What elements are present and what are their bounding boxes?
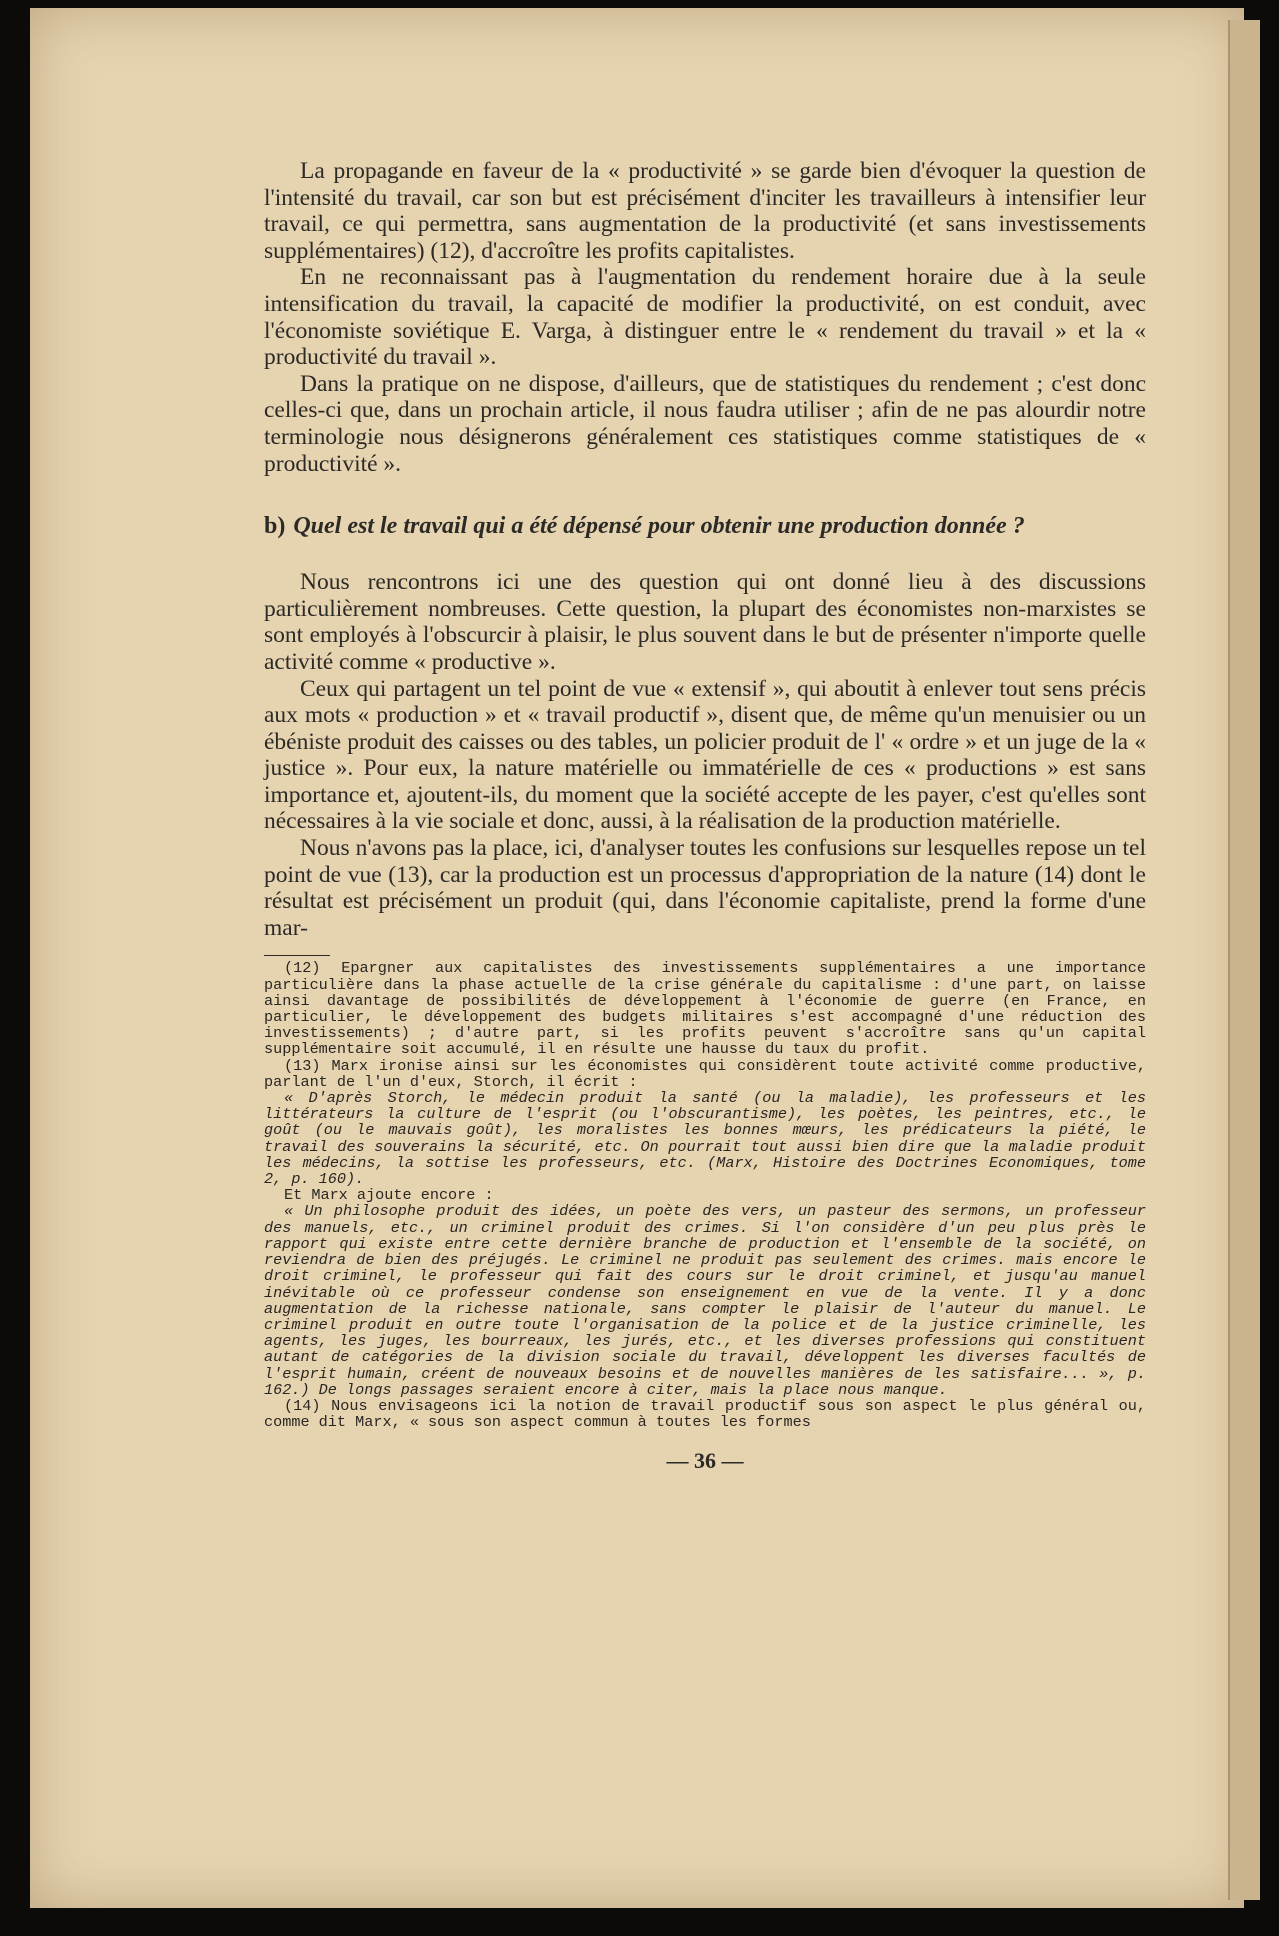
footnote-13: (13) Marx ironise ainsi sur les économistes qui considèrent toute activité comme productive, parlant de l'un d'eux, Storch, il écrit : (264, 1056, 1146, 1091)
page-edge (1228, 20, 1260, 1900)
section-title: Quel est le travail qui a été dépensé pour obtenir une production donnée ? (293, 513, 1025, 540)
footnote-13-continuation: Et Marx ajoute encore : (284, 1186, 494, 1205)
footnote-13-quote-2: « Un philosophe produit des idées, un poète des vers, un pasteur des sermons, un professeur des manuels, etc., un criminel produit des crimes. Si l'on considère d'un peu plus près le rapport qui existe entre cette dernière branche de production et l'ensemble de la société, on reviendra de bien des préjugés. Le criminel ne produit pas seulement des crimes. mais encore le droit criminel, le professeur qui fait des cours sur le droit criminel, et jusqu'au manuel inévitable où ce professeur condense son enseignement en vue de la vente. Il y a donc augmentation de la richesse nationale, sans compter le plaisir de l'auteur du manuel. Le criminel produit en outre toute l'organisation de la police et de la justice criminelle, les agents, les juges, les bourreaux, les jurés, etc., et les diverses professions qui constituent autant de catégories de la division sociale du travail, développent les diverses facultés de l'esprit humain, créent de nouveaux besoins et de nouvelles manières de les satisfaire... », p. 162.) De longs passages seraient encore à citer, mais la place nous manque. (264, 1202, 1146, 1399)
section-label: b) (264, 513, 286, 540)
paragraph-2: En ne reconnaissant pas à l'augmentation du rendement horaire due à la seule intensification du travail, la capacité de modifier la productivité, on est conduit, avec l'économiste soviétique E. Varga, à distinguer entre le « rendement du travail » et la « productivité du travail ». (264, 264, 1146, 371)
paragraph-3: Dans la pratique on ne dispose, d'ailleurs, que de statistiques du rendement ; c'est donc celles-ci que, dans un prochain article, il nous faudra utiliser ; afin de ne pas alourdir notre terminologie nous désignerons généralement ces statistiques comme statistiques de « productivité ». (264, 370, 1146, 477)
footnote-14: (14) Nous envisageons ici la notion de travail productif sous son aspect le plus général ou, comme dit Marx, « sous son aspect commun à toutes les formes (264, 1396, 1146, 1432)
footnote-12: (12) Epargner aux capitalistes des investissements supplémentaires a une importance particulière dans la phase actuelle de la crise générale du capitalisme : d'une part, on laisse ainsi davantage de possibilités de développement à l'économie de guerre (en France, en particulier, le développement des budgets militaires s'est accompagné d'une réduction des investissements) ; d'autre part, si les profits peuvent s'accroître sans qu'un capital supplémentaire soit accumulé, il en résulte une hausse du taux du profit. (264, 959, 1146, 1059)
page-number: — 36 — (666, 1448, 744, 1474)
page-content (264, 158, 1146, 1474)
footnote-rule (264, 955, 330, 956)
section-heading (264, 513, 1146, 539)
paragraph-6: Nous n'avons pas la place, ici, d'analyser toutes les confusions sur lesquelles repose un tel point de vue (13), car la production est un processus d'appropriation de la nature (14) dont le résultat est précisément un produit (qui, dans l'économie capitaliste, prend la forme d'une mar- (264, 835, 1146, 941)
paragraph-5: Ceux qui partagent un tel point de vue « extensif », qui aboutit à enlever tout sens précis aux mots « production » et « travail productif », disent que, de même qu'un menuisier ou un ébéniste produit des caisses ou des tables, un policier produit de l' « ordre » et un juge de la « justice ». Pour eux, la nature matérielle ou immatérielle de ces « productions » est sans importance et, ajoutent-ils, du moment que la société accepte de les payer, c'est qu'elles sont nécessaires à la vie sociale et donc, aussi, à la réalisation de la production matérielle. (264, 675, 1146, 835)
footnote-13-quote-1: « D'après Storch, le médecin produit la santé (ou la maladie), les professeurs et les littérateurs la culture de l'esprit (ou l'obscurantisme), les poètes, les peintres, etc., le goût (ou le mauvais goût), les moralistes les bonnes mœurs, les prédicateurs la piété, le travail des souverains la sécurité, etc. On pourrait tout aussi bien dire que la maladie produit les médecins, la sottise les professeurs, etc. (Marx, Histoire des Doctrines Economiques, tome 2, p. 160). (264, 1089, 1146, 1189)
paragraph-4: Nous rencontrons ici une des question qui ont donné lieu à des discussions particulièrement nombreuses. Cette question, la plupart des économistes non-marxistes se sont employés à l'obscurcir à plaisir, le plus souvent dans le but de présenter n'importe quelle activité comme « productive ». (264, 569, 1146, 675)
paragraph-1: La propagande en faveur de la « productivité » se garde bien d'évoquer la question de l'intensité du travail, car son but est précisément d'inciter les travailleurs à intensifier leur travail, ce qui permettra, sans augmentation de la productivité (et sans investissements supplémentaires) (12), d'accroître les profits capitalistes. (264, 158, 1146, 264)
